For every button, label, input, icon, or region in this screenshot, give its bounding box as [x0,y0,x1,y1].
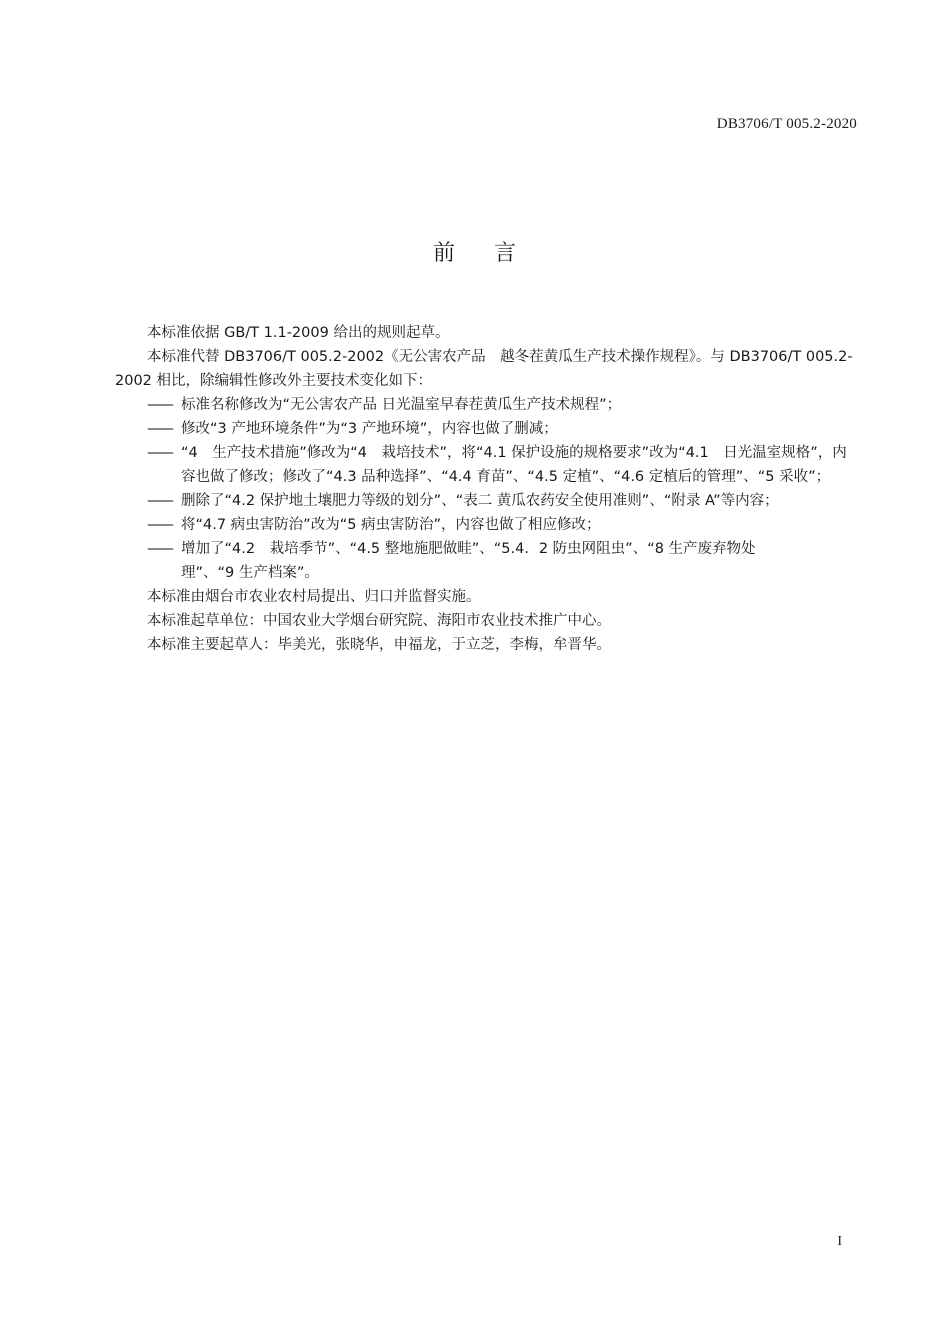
change-item [115,489,860,513]
paragraph-basis: 本标准依据 GB/T 1.1-2009 给出的规则起草。 [147,325,450,341]
change-item-text: 修改“3 产地环境条件”为“3 产地环境”，内容也做了删减； [181,421,558,437]
change-item-text: 删除了“4.2 保护地土壤肥力等级的划分”、“表二 黄瓜农药安全使用准则”、“附录 A”等内容； [181,493,779,509]
dash-marker: —— [147,421,172,437]
dash-marker: —— [147,493,172,509]
change-item [115,417,860,441]
standard-number: DB3706/T 005.2-2020 [716,116,857,132]
change-item-text: 增加了“4.2 栽培季节”、“4.5 整地施肥做畦”、“5.4．2 防虫网阻虫”、“8 生产废弃物处理”、“9 生产档案”。 [181,541,756,581]
dash-marker: —— [147,445,172,461]
dash-marker: —— [147,517,172,533]
change-item [115,513,860,537]
change-item-text: 标准名称修改为“无公害农产品 日光温室早春茬黄瓜生产技术规程”； [181,397,622,413]
change-item [115,537,860,585]
paragraph-replaces: 本标准代替 DB3706/T 005.2-2002《无公害农产品 越冬茬黄瓜生产技术操作规程》。与 DB3706/T 005.2-2002 相比，除编辑性修改外主要技术变化如下： [115,349,853,389]
paragraph-drafters: 本标准主要起草人：毕美光，张晓华，申福龙，于立芝，李梅，牟晋华。 [147,637,611,653]
paragraph-drafting-units: 本标准起草单位：中国农业大学烟台研究院、海阳市农业技术推广中心。 [147,613,611,629]
page-number: I [837,1234,842,1249]
foreword-body [115,321,860,657]
change-item-text: “4 生产技术措施”修改为“4 栽培技术”，将“4.1 保护设施的规格要求”改为“4.1 日光温室规格”，内容也做了修改；修改了“4.3 品种选择”、“4.4 育苗”、“4.5 定植”、“4.6 定植后的管理”、“5 采收”； [181,445,847,485]
dash-marker: —— [147,397,172,413]
page-title: 前 言 [433,241,517,266]
change-item [115,393,860,417]
dash-marker: —— [147,541,172,557]
change-item-text: 将“4.7 病虫害防治”改为“5 病虫害防治”，内容也做了相应修改； [181,517,601,533]
change-item [115,441,860,489]
paragraph-proposed-by: 本标准由烟台市农业农村局提出、归口并监督实施。 [147,589,481,605]
